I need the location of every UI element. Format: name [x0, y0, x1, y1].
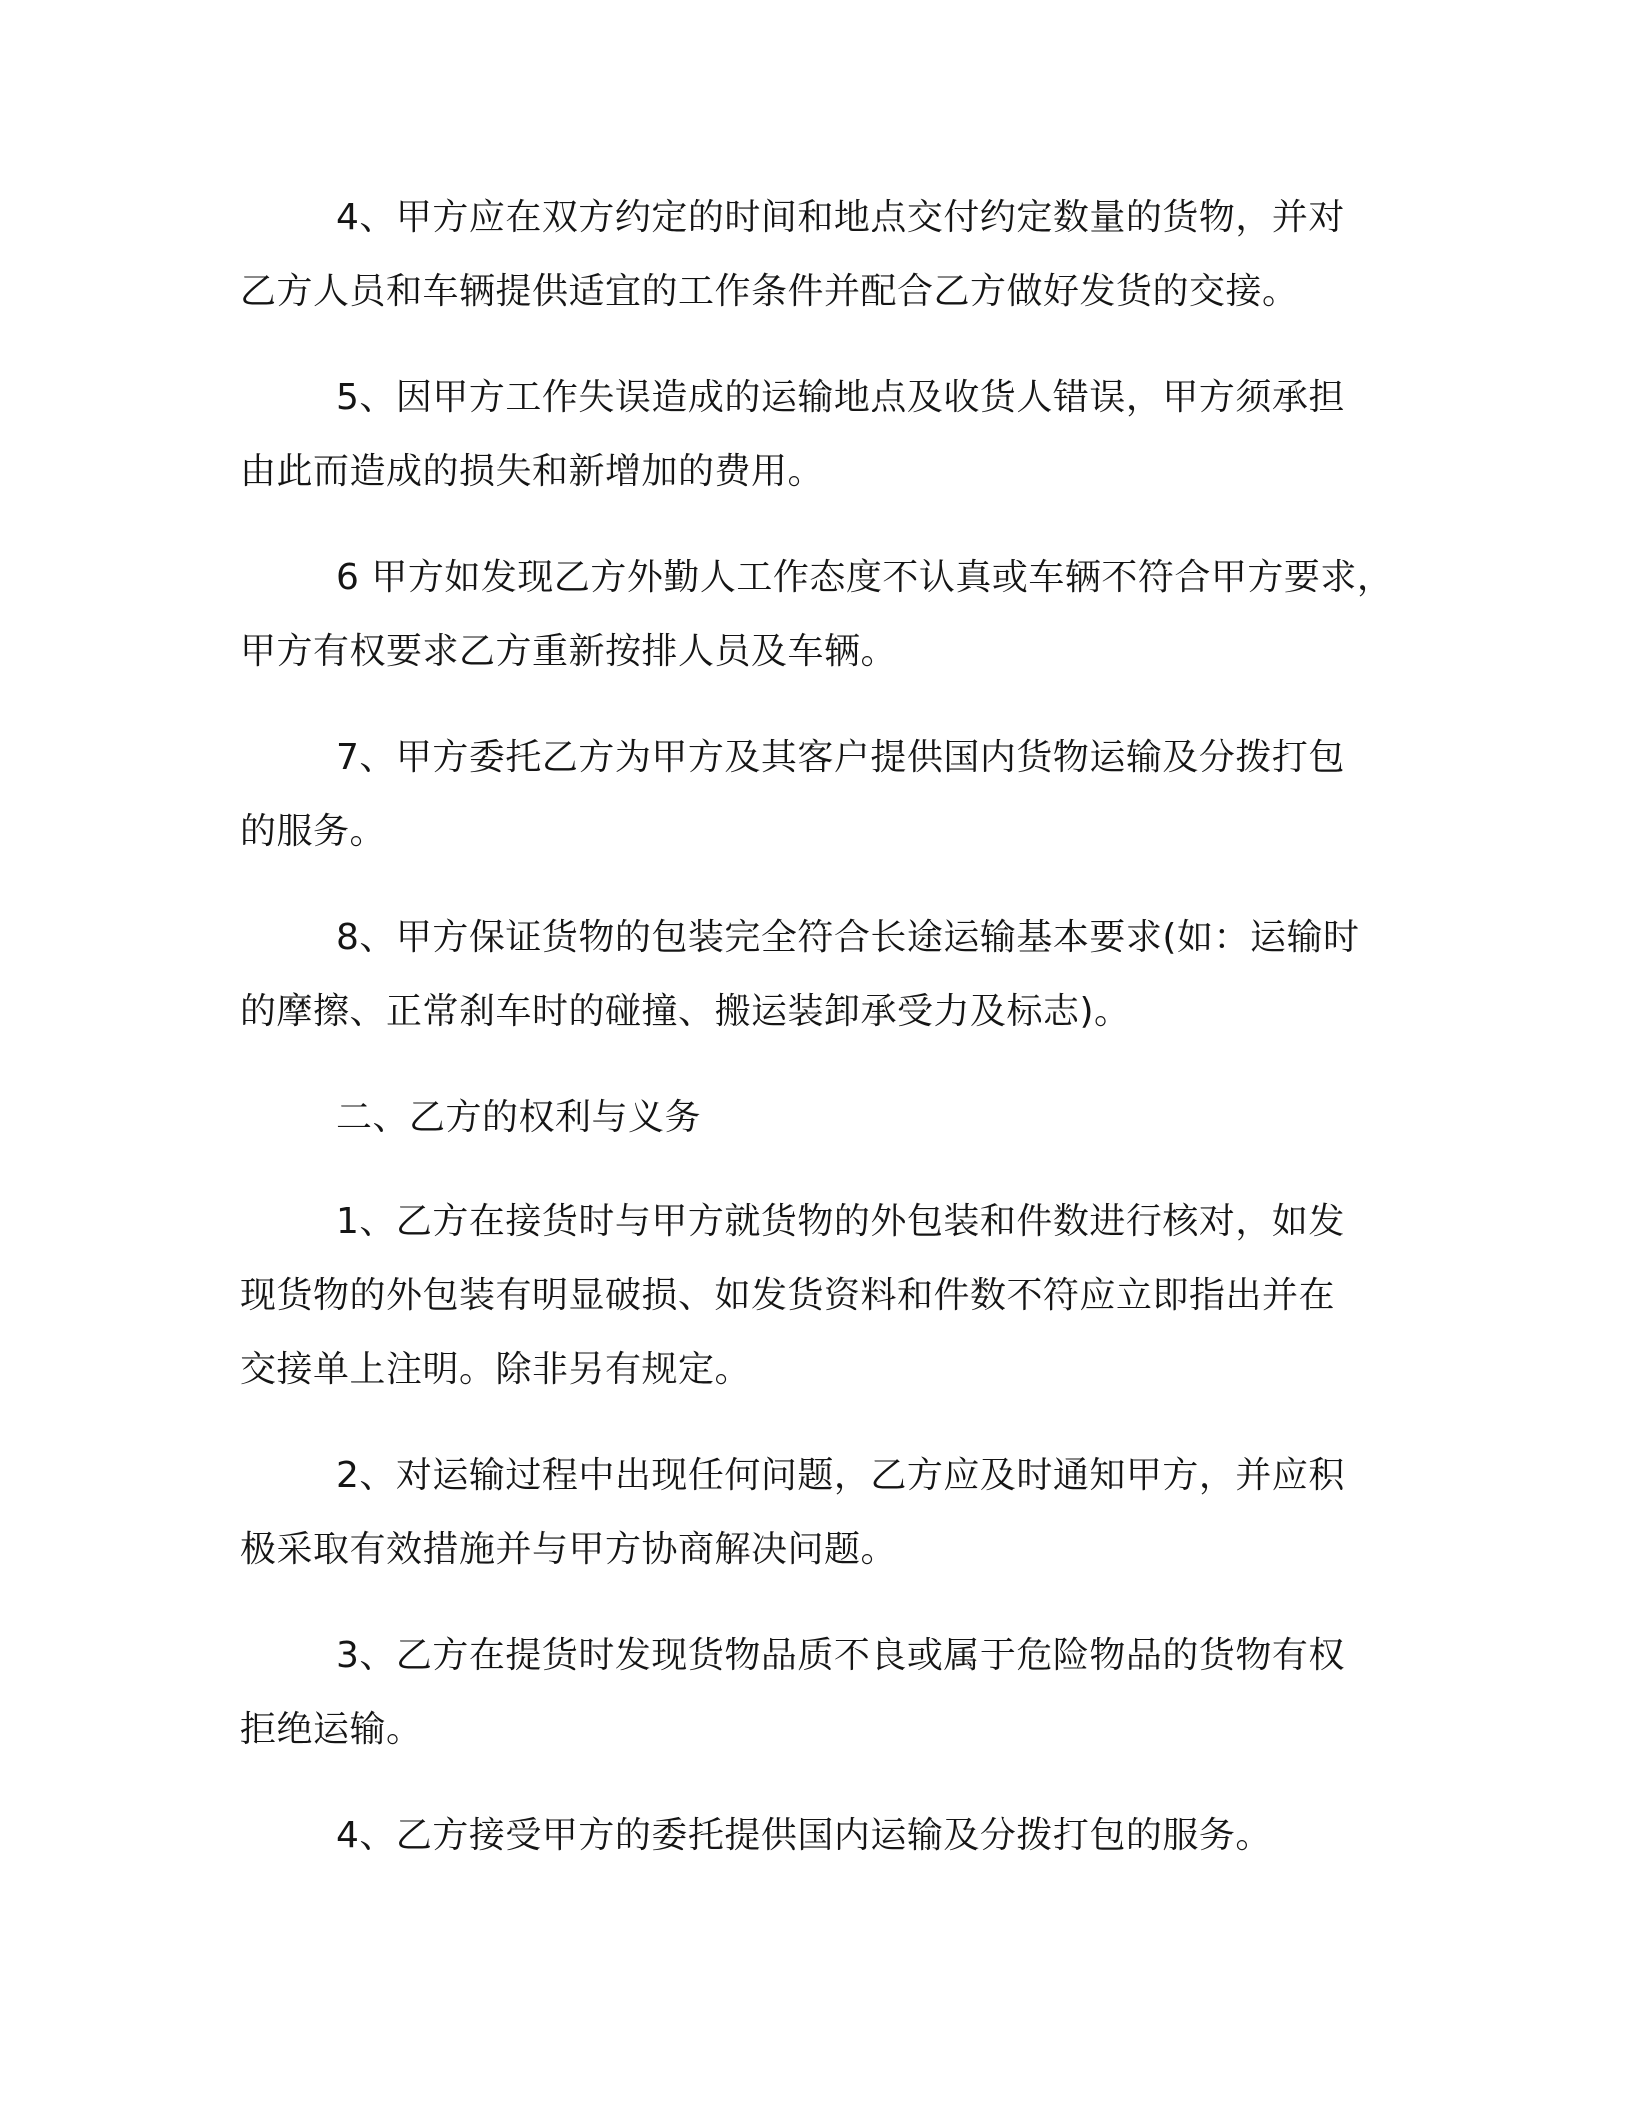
clause-a7-line-2: 的服务。 — [240, 811, 387, 852]
clause-a4-line-1: 4、甲方应在双方约定的时间和地点交付约定数量的货物，并对 — [336, 197, 1345, 238]
clause-b3-line-1: 3、乙方在提货时发现货物品质不良或属于危险物品的货物有权 — [336, 1635, 1345, 1676]
clause-a6-line-2: 甲方有权要求乙方重新按排人员及车辆。 — [240, 631, 898, 672]
clause-a8-line-1: 8、甲方保证货物的包装完全符合长途运输基本要求(如：运输时 — [336, 917, 1360, 958]
clause-b3-line-2: 拒绝运输。 — [240, 1709, 423, 1750]
clause-a5-line-2: 由此而造成的损失和新增加的费用。 — [240, 451, 825, 492]
clause-b1-line-1: 1、乙方在接货时与甲方就货物的外包装和件数进行核对，如发 — [336, 1201, 1345, 1242]
clause-b1-line-2: 现货物的外包装有明显破损、如发货资料和件数不符应立即指出并在 — [240, 1275, 1336, 1316]
clause-b2-line-2: 极采取有效措施并与甲方协商解决问题。 — [240, 1529, 898, 1570]
clause-a7-line-1: 7、甲方委托乙方为甲方及其客户提供国内货物运输及分拨打包 — [336, 737, 1345, 778]
clause-b2-line-1: 2、对运输过程中出现任何问题，乙方应及时通知甲方，并应积 — [336, 1455, 1345, 1496]
clause-b1-line-3: 交接单上注明。除非另有规定。 — [240, 1349, 752, 1390]
clause-b4-line-1: 4、乙方接受甲方的委托提供国内运输及分拨打包的服务。 — [336, 1815, 1272, 1856]
clause-a4-line-2: 乙方人员和车辆提供适宜的工作条件并配合乙方做好发货的交接。 — [240, 271, 1299, 312]
section-heading-party-b: 二、乙方的权利与义务 — [336, 1097, 702, 1138]
clause-a5-line-1: 5、因甲方工作失误造成的运输地点及收货人错误，甲方须承担 — [336, 377, 1345, 418]
clause-a8-line-2: 的摩擦、正常刹车时的碰撞、搬运装卸承受力及标志)。 — [240, 991, 1131, 1032]
clause-a6-line-1: 6 甲方如发现乙方外勤人工作态度不认真或车辆不符合甲方要求， — [336, 557, 1394, 598]
